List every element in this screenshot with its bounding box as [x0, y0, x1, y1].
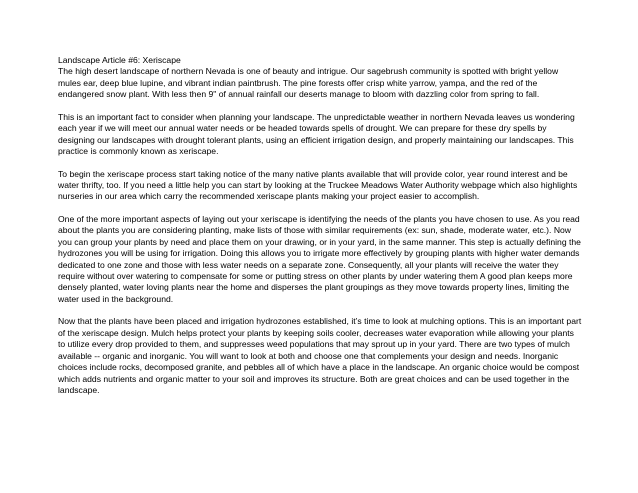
- paragraph-5: Now that the plants have been placed and irrigation hydrozones established, it’s time to look at mulching options. This is an important part of the xeriscape design. Mulch helps protect your plants by keeping soils cooler, decreases water evaporation while allowing your plants to utilize every drop provided to them, and suppresses weed populations that may sprout up in your yard. There are two types of mulch available -- organic and inorganic. You will want to look at both and choose one that complements your design and needs. Inorganic choices include rocks, decomposed granite, and pebbles all of which have a place in the landscape. An organic choice would be compost which adds nutrients and organic matter to your soil and improves its structure. Both are great choices and can be used together in the landscape.: [58, 316, 582, 395]
- paragraph-2: This is an important fact to consider when planning your landscape. The unpredictable weather in northern Nevada leaves us wondering each year if we will meet our annual water needs or be headed towards spells of drought. We can prepare for these dry spells by designing our landscapes with drought tolerant plants, using an efficient irrigation design, and properly maintaining our landscapes. This practice is commonly known as xeriscape.: [58, 111, 575, 157]
- paragraph-1: The high desert landscape of northern Nevada is one of beauty and intrigue. Our sagebrush community is spotted with bright yellow mules ear, deep blue lupine, and vibrant indian paintbrush. The pine forests offer crisp white yarrow, yampa, and the red of the endangered snow plant. With less then 9" of annual rainfall our deserts manage to bloom with dazzling color from spring to fall.: [58, 66, 559, 100]
- document-page: [58, 55, 583, 408]
- intro-paragraph: [58, 55, 583, 101]
- article-title: Landscape Article #6: Xeriscape: [58, 55, 181, 65]
- paragraph-3: To begin the xeriscape process start taking notice of the many native plants available that will provide color, year round interest and be water thrifty, too. If you need a little help you can start by looking at the Truckee Meadows Water Authority webpage which also highlights nurseries in our area which carry the recommended xeriscape plants making your project easier to accomplish.: [58, 168, 578, 202]
- paragraph-4: One of the more important aspects of laying out your xeriscape is identifying the needs of the plants you have chosen to use. As you read about the plants you are considering planting, make lists of those with similar requirements (ex: sun, shade, moderate water, etc.). Now you can group your plants by need and place them on your drawing, or in your yard, in the same manner. This step is actually defining the hydrozones you will be using for irrigation. Doing this allows you to irrigate more effectively by grouping plants with higher water demands dedicated to one zone and those with less water needs on a separate zone. Consequently, all your plants will receive the water they require without over watering to compensate for some or putting stress on other plants by under watering them A good plan keeps more densely planted, water loving plants near the home and disperses the plant groupings as they move towards property lines, limiting the water used in the background.: [58, 214, 581, 304]
